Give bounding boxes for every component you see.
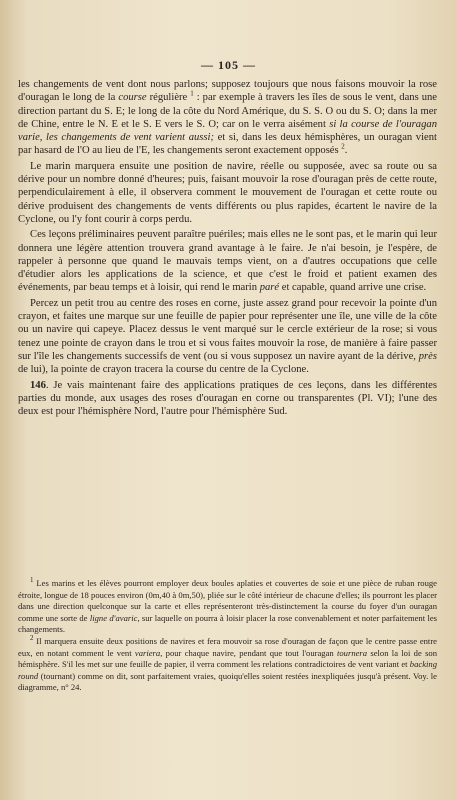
paragraph [18, 78, 437, 158]
text-run: Le marin marquera ensuite une position de navire, réelle ou supposée, avec sa route ou sa dérive pour un nombre donné d'heures; puis, faisant mouvoir la rose d'ouragan près de cette route, perpendiculairement à elle, il observera comment le mouvement de l'ouragan et cette route ou dérive produisent des changements de vents différents ou plus rapides, écartent le navire de la Cyclone, ou l'y font courir à corps perdu. [18, 160, 437, 225]
italic-run: variera [134, 647, 161, 658]
text-run: . [344, 145, 348, 157]
italic-run: si la course de l'ouragan varie, les changements de vent varient aussi; [18, 118, 437, 144]
text-run: . Je vais maintenant faire des applications pratiques de ces leçons, dans les différentes parties du monde, aux usages des roses d'ouragan en corne ou transparentes (Pl. VI); l'une des deux est pour l'hémisphère Nord, l'autre pour l'hémisphère Sud. [18, 379, 437, 418]
italic-run: paré [259, 282, 280, 294]
text-run: Ces leçons préliminaires peuvent paraître puériles; mais elles ne le sont pas, et le marin qui leur donnera une légère attention trouvera grand avantage à le faire. Je n'ai besoin, je l'espère, de rappeler à personne que quand le mauvais temps vient, on a d'autres occupations que celle d'étudier alors les applications de la science, et que c'est le froid et patient examen des événements, par beau temps et à loisir, qui rend le marin [18, 229, 437, 294]
footnote [18, 578, 437, 636]
text-run: et si, dans les deux hémisphères, un ouragan vient par hasard de l'O au lieu de l'E, les changements seront exactement opposés [18, 132, 437, 157]
footnote-ref: 2 [30, 634, 34, 643]
text-run: les changements de vent dont nous parlons; supposez toujours que nous faisons mouvoir la rose d'ouragan le long de la [18, 79, 437, 104]
footnote-ref: 1 [190, 89, 194, 98]
text-run: selon la loi de son hémisphère. S'il les met sur une feuille de papier, il verra comment les relations contradictoires de vent variant et [18, 647, 438, 670]
italic-run: course [118, 92, 147, 104]
text-run: : par exemple à travers les îles de sous le vent, dans une direction partant du S. E; le long de la côte du Nord Amérique, du S. S. O ou du S. O; dans la mer de Chine, entre le N. E et le S. E vers le S. O; car on le verra aisément [18, 92, 437, 130]
paragraph [18, 228, 437, 294]
paragraph [18, 379, 437, 419]
text-run: (tournant) comme on dit, sont parfaitement vraies, quoiqu'elles soient restées inexpliquées jusqu'à présent. Voy. le diagramme, n° 24. [18, 670, 437, 693]
page-number: — 105 — [201, 58, 256, 72]
text-run: Il marquera ensuite deux positions de navires et fera mouvoir sa rose d'ouragan de façon que le centre passe entre eux, en notant comment le vent [18, 635, 437, 658]
text-run: régulière [146, 92, 191, 104]
text-run: de lui), la pointe de crayon tracera la course du centre de la Cyclone. [18, 364, 309, 376]
paragraph [18, 297, 437, 377]
italic-run: ligne d'avaric [89, 612, 138, 623]
footnote-ref: 1 [30, 576, 34, 585]
italic-run: backing round [18, 659, 437, 681]
footnote [18, 636, 437, 694]
text-run: Percez un petit trou au centre des roses en corne, juste assez grand pour recevoir la pointe d'un crayon, et faites une marque sur une feuille de papier pour représenter une île, une ville de la côte ou un navire qui capeye. Placez dessus le vent marqué sur le cercle extérieur de la rose; si vous tenez une pointe de crayon dans le trou et si vous faites mouvoir la rose, de manière à faire passer sur l'île les changements successifs de vent (ou si vous supposez un navire ayant de la dérive, [18, 297, 437, 362]
footnote-ref: 2 [341, 142, 345, 151]
text-run: Les marins et les élèves pourront employer deux boules aplaties et couvertes de soie et une pièce de ruban rouge étroite, longue de 18 pouces environ (0m,40 à 0m,50), pliée sur le côté intérieur de chacune d'elles; ils pourront les placer dans une direction quelconque sur la carte et elles représenteront très-distinctement la course du foyer d'un ouragan comme une sorte de [18, 578, 437, 623]
main-text [18, 78, 437, 420]
text-run: et capable, quand arrive une crise. [279, 282, 427, 294]
italic-run: tournera [337, 647, 368, 658]
text-run: , sur laquelle on pourra à loisir placer la rose convenablement et noter parfaitement les changements. [18, 612, 437, 635]
paragraph [18, 160, 437, 226]
text-run: 146 [30, 379, 46, 391]
italic-run: près [418, 350, 437, 362]
footnotes [18, 578, 437, 694]
text-run: , pour chaque navire, pendant que tout l'ouragan [160, 647, 337, 658]
